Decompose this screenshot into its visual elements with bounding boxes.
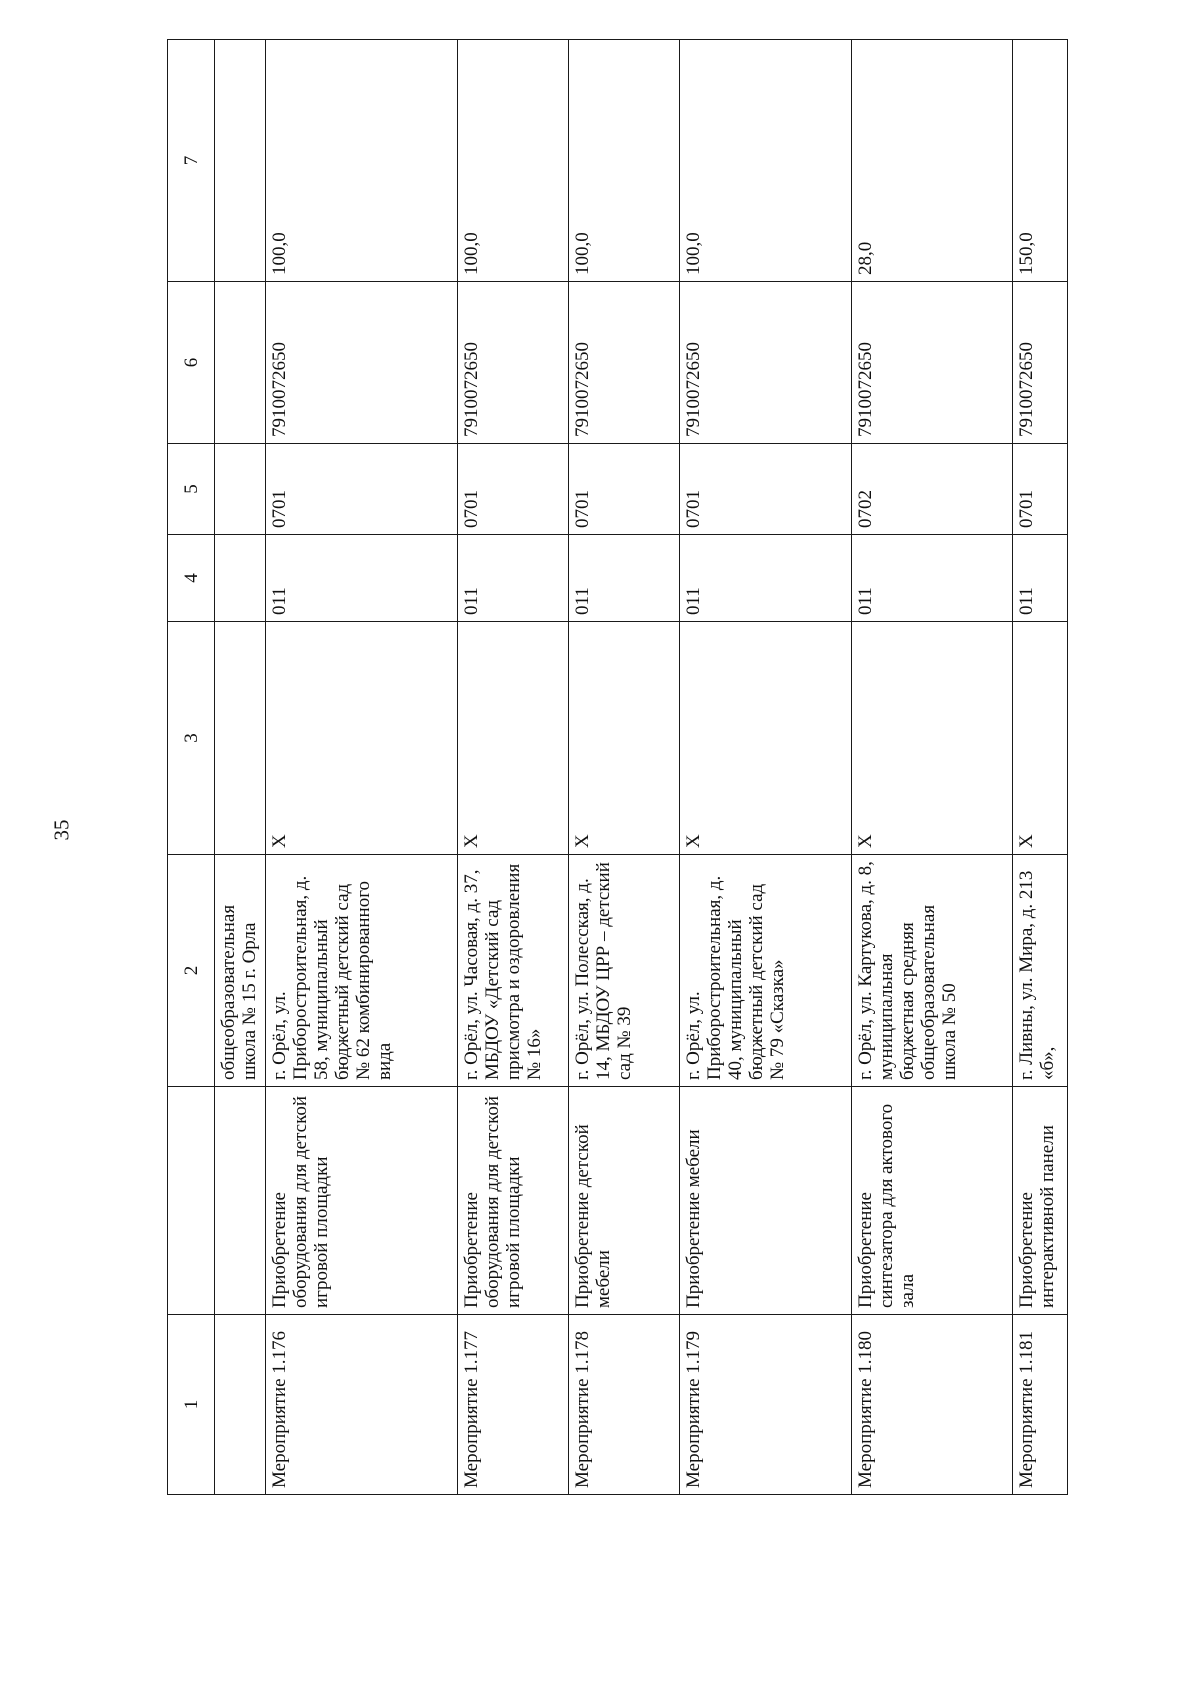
col3-cell: X <box>852 622 1013 855</box>
header-col-2: 2 <box>168 855 215 1087</box>
event-cell: Мероприятие 1.176 <box>266 1315 458 1495</box>
cell <box>215 444 266 535</box>
address-cell: г. Орёл, ул. Приборостроительная, д. 40, муниципальный бюджетный детский сад № 79 «Сказка» <box>680 855 852 1087</box>
purpose-cell: Приобретение детской мебели <box>569 1087 680 1315</box>
purpose-cell: Приобретение оборудования для детской игровой площадки <box>458 1087 569 1315</box>
event-cell: Мероприятие 1.177 <box>458 1315 569 1495</box>
col3-cell: X <box>569 622 680 855</box>
col5-cell: 0701 <box>569 444 680 535</box>
continuation-address: общеобразовательная школа № 15 г. Орла <box>215 855 266 1087</box>
col6-cell: 7910072650 <box>266 282 458 444</box>
col5-cell: 0701 <box>266 444 458 535</box>
cell <box>215 1087 266 1315</box>
col3-cell: X <box>266 622 458 855</box>
event-cell: Мероприятие 1.179 <box>680 1315 852 1495</box>
table-row <box>458 40 569 1495</box>
col3-cell: X <box>458 622 569 855</box>
header-col-1: 1 <box>168 1315 215 1495</box>
purpose-cell: Приобретение интерактивной панели <box>1013 1087 1068 1315</box>
col4-cell: 011 <box>1013 535 1068 622</box>
table-row <box>680 40 852 1495</box>
address-cell: г. Ливны, ул. Мира, д. 213 «б», <box>1013 855 1068 1087</box>
purpose-cell: Приобретение синтезатора для актового зала <box>852 1087 1013 1315</box>
col7-cell: 100,0 <box>458 40 569 282</box>
rotated-table-wrapper <box>167 40 1085 1495</box>
purpose-cell: Приобретение оборудования для детской игровой площадки <box>266 1087 458 1315</box>
cell <box>215 40 266 282</box>
col4-cell: 011 <box>680 535 852 622</box>
header-col-5: 5 <box>168 444 215 535</box>
address-cell: г. Орёл, ул. Картукова, д. 8, муниципальная бюджетная средняя общеобразовательная школа № 50 <box>852 855 1013 1087</box>
budget-table <box>167 39 1068 1495</box>
table-row <box>1013 40 1068 1495</box>
col4-cell: 011 <box>852 535 1013 622</box>
col6-cell: 7910072650 <box>458 282 569 444</box>
col7-cell: 100,0 <box>680 40 852 282</box>
table-row <box>569 40 680 1495</box>
col6-cell: 7910072650 <box>852 282 1013 444</box>
table-row <box>266 40 458 1495</box>
col6-cell: 7910072650 <box>680 282 852 444</box>
col5-cell: 0701 <box>680 444 852 535</box>
header-col-7: 7 <box>168 40 215 282</box>
col7-cell: 150,0 <box>1013 40 1068 282</box>
cell <box>215 1315 266 1495</box>
purpose-cell: Приобретение мебели <box>680 1087 852 1315</box>
header-col-4: 4 <box>168 535 215 622</box>
page-number: 35 <box>49 819 74 841</box>
address-cell: г. Орёл, ул. Приборостроительная, д. 58, муниципальный бюджетный детский сад № 62 комбинированного вида <box>266 855 458 1087</box>
col4-cell: 011 <box>458 535 569 622</box>
address-cell: г. Орёл, ул. Полесская, д. 14, МБДОУ ЦРР – детский сад № 39 <box>569 855 680 1087</box>
event-cell: Мероприятие 1.180 <box>852 1315 1013 1495</box>
col3-cell: X <box>1013 622 1068 855</box>
table-row <box>852 40 1013 1495</box>
header-col-6: 6 <box>168 282 215 444</box>
cell <box>215 282 266 444</box>
cell <box>215 622 266 855</box>
col5-cell: 0702 <box>852 444 1013 535</box>
cell <box>215 535 266 622</box>
address-cell: г. Орёл, ул. Часовая, д. 37, МБДОУ «Детский сад присмотра и оздоровления № 16» <box>458 855 569 1087</box>
event-cell: Мероприятие 1.181 <box>1013 1315 1068 1495</box>
header-row <box>168 40 215 1495</box>
header-col-3: 3 <box>168 622 215 855</box>
col6-cell: 7910072650 <box>569 282 680 444</box>
col7-cell: 100,0 <box>569 40 680 282</box>
col4-cell: 011 <box>266 535 458 622</box>
col5-cell: 0701 <box>458 444 569 535</box>
col3-cell: X <box>680 622 852 855</box>
col6-cell: 7910072650 <box>1013 282 1068 444</box>
header-col-1b <box>168 1087 215 1315</box>
col7-cell: 28,0 <box>852 40 1013 282</box>
col4-cell: 011 <box>569 535 680 622</box>
col5-cell: 0701 <box>1013 444 1068 535</box>
event-cell: Мероприятие 1.178 <box>569 1315 680 1495</box>
continuation-row <box>215 40 266 1495</box>
col7-cell: 100,0 <box>266 40 458 282</box>
